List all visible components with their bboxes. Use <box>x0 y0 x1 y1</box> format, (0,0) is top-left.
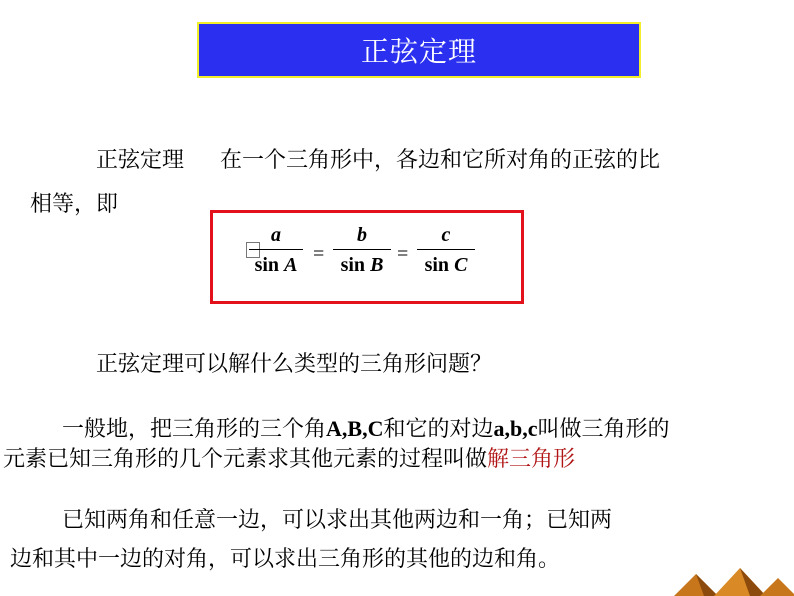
numerator-c: c <box>441 224 451 246</box>
definition-line-2: 相等，即 <box>30 192 119 217</box>
fraction-a <box>249 223 303 277</box>
numerator-b: b <box>357 224 367 246</box>
summary-line-2: 边和其中一边的对角，可以求出三角形的其他的边和角。 <box>10 547 561 572</box>
denominator-a: sin A <box>254 254 298 276</box>
definition-line-1 <box>96 150 660 172</box>
fraction-bar <box>417 249 475 250</box>
solve-triangle-term: 解三角形 <box>487 447 576 472</box>
fraction-bar <box>249 249 303 250</box>
fraction-c <box>417 223 475 277</box>
elements-line-2: 元素已知三角形的几个元素求其他元素的过程叫做解三角形 <box>3 447 576 472</box>
definition-label: 正弦定理 <box>96 148 185 173</box>
sine-law-formula <box>210 210 524 304</box>
denominator-b: sin B <box>340 254 384 276</box>
equals-sign-2: = <box>397 243 409 265</box>
pyramid-decoration <box>674 566 794 596</box>
numerator-a: a <box>271 224 281 246</box>
equals-sign-1: = <box>313 243 325 265</box>
summary-line-1: 已知两角和任意一边，可以求出其他两边和一角；已知两 <box>62 508 613 533</box>
denominator-c: sin C <box>424 254 468 276</box>
elements-line-1: 一般地，把三角形的三个角A,B,C和它的对边a,b,c叫做三角形的 <box>62 416 670 442</box>
definition-text-1: 在一个三角形中，各边和它所对角的正弦的比 <box>220 148 661 173</box>
fraction-bar <box>333 249 391 250</box>
slide-title: 正弦定理 <box>360 35 477 68</box>
fraction-b <box>333 223 391 277</box>
title-banner <box>197 22 641 78</box>
question-text: 正弦定理可以解什么类型的三角形问题？ <box>96 352 493 377</box>
